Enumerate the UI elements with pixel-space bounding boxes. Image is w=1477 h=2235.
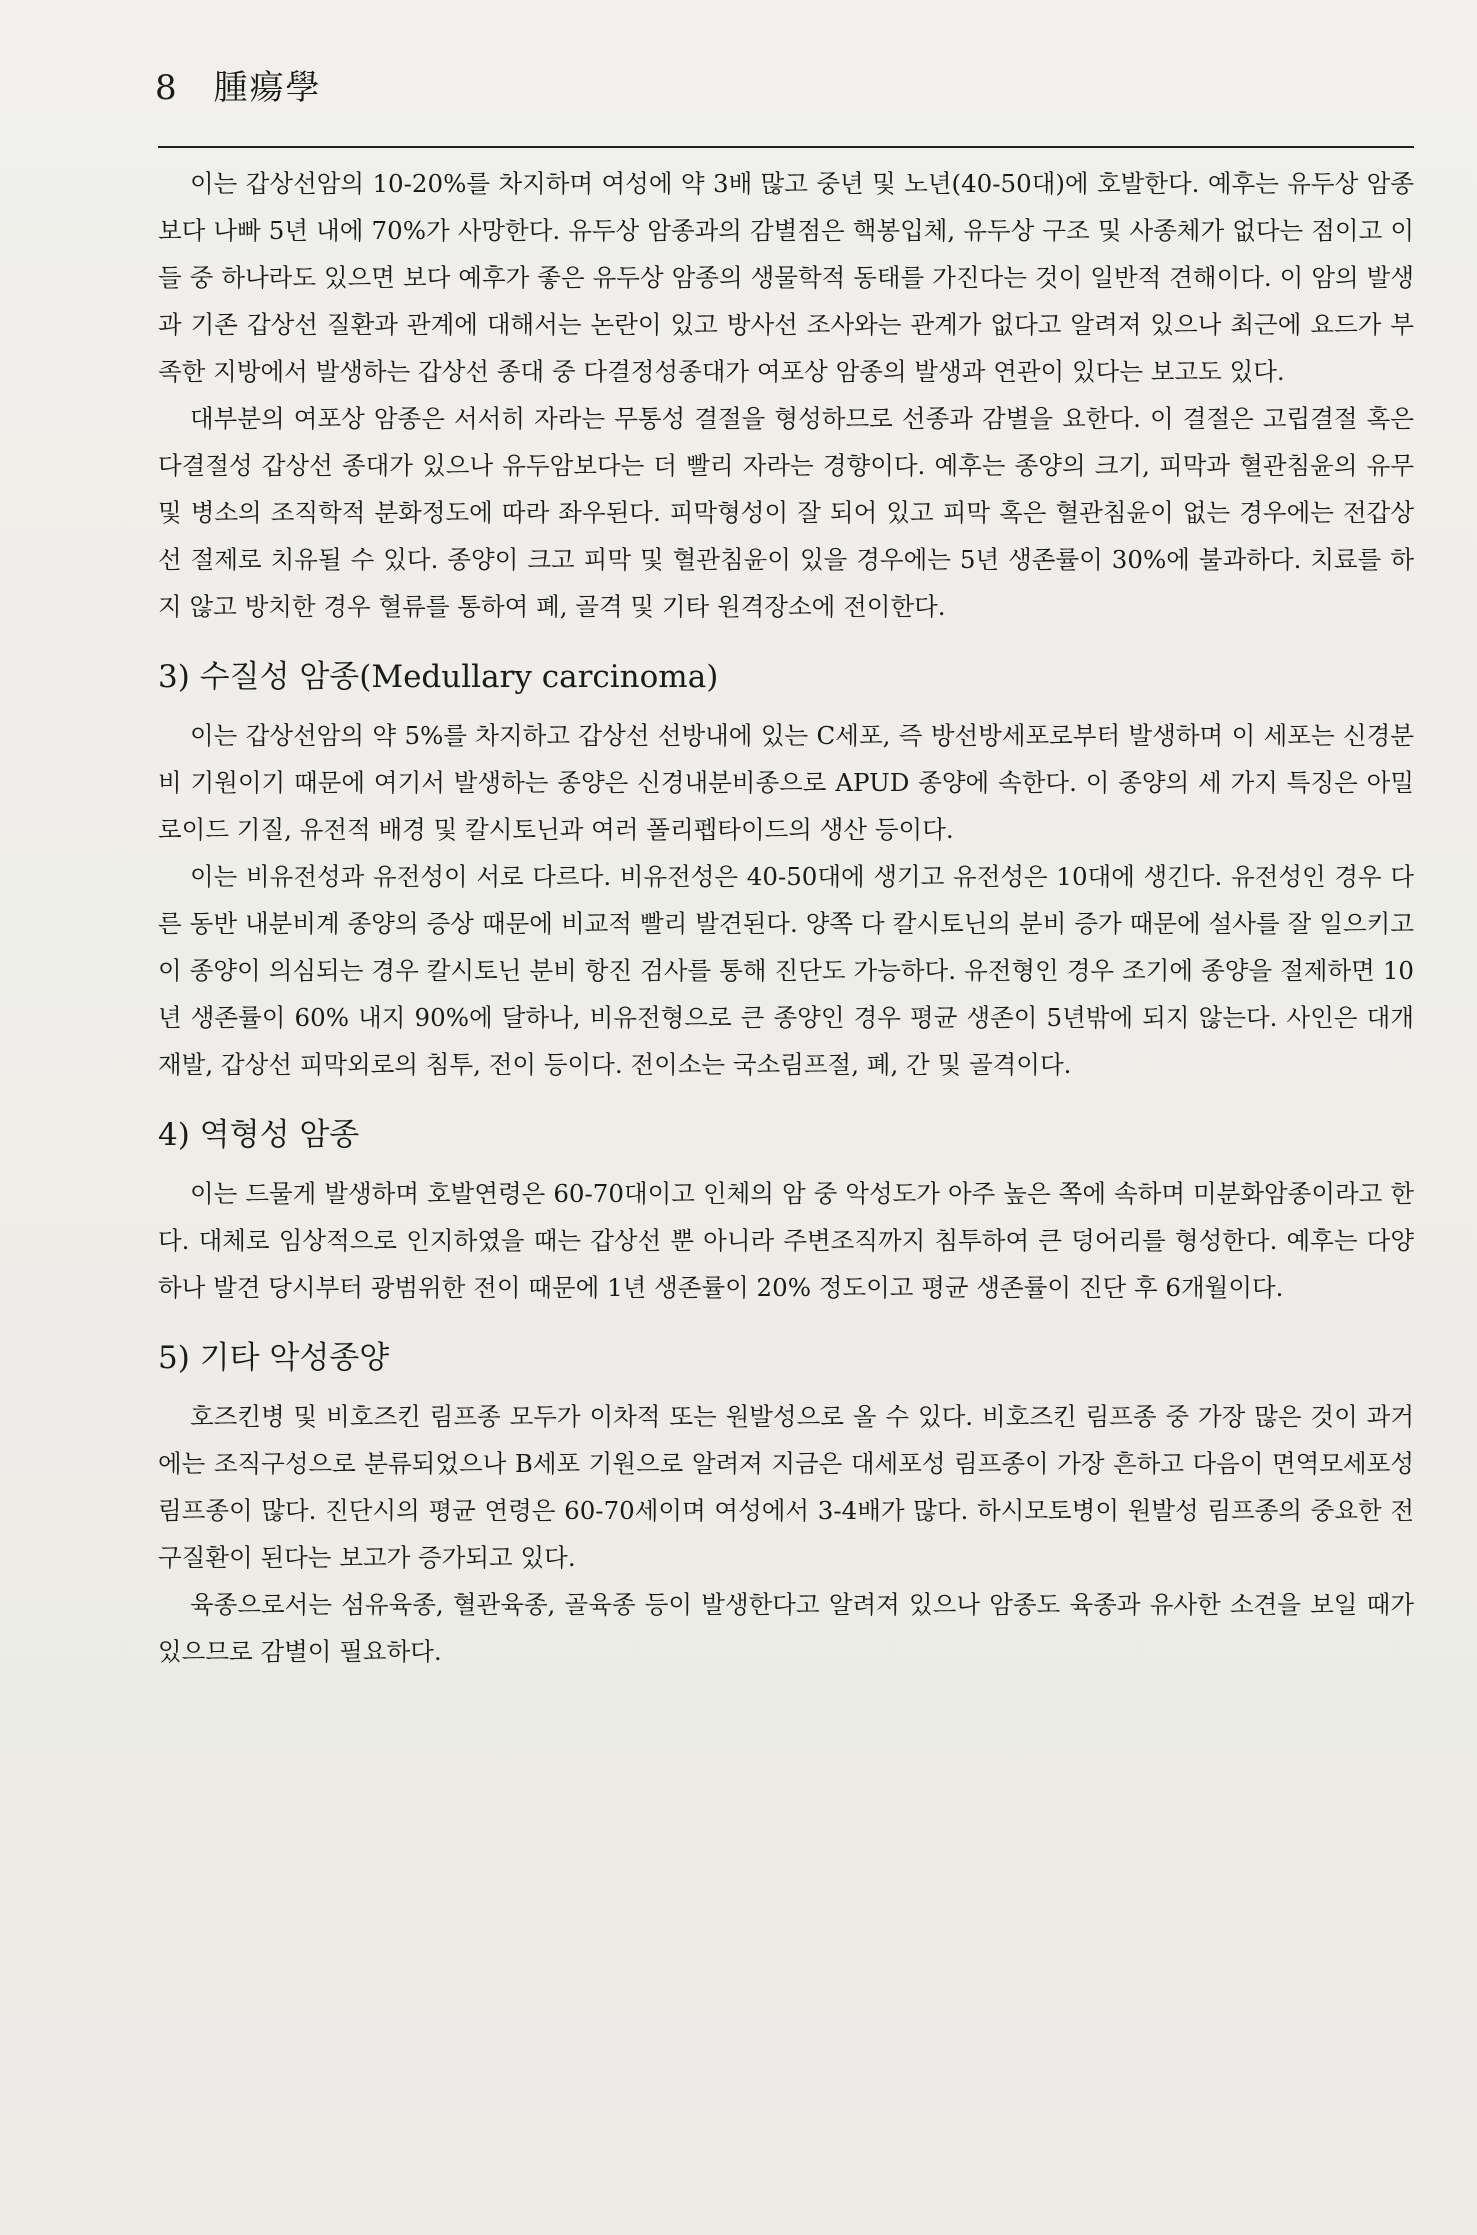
paragraph: 이는 갑상선암의 약 5%를 차지하고 갑상선 선방내에 있는 C세포, 즉 방선방세포로부터 발생하며 이 세포는 신경분비 기원이기 때문에 여기서 발생하는 종양은 신경내분비종으로 APUD 종양에 속한다. 이 종양의 세 가지 특징은 아밀로이드 기질, 유전적 배경 및 칼시토닌과 여러 폴리펩타이드의 생산 등이다.	[158, 721, 1414, 844]
section-heading: 5) 기타 악성종양	[158, 1340, 390, 1376]
paragraph: 이는 드물게 발생하며 호발연령은 60-70대이고 인체의 암 중 악성도가 아주 높은 쪽에 속하며 미분화암종이라고 한다. 대체로 임상적으로 인지하였을 때는 갑상선 뿐 아니라 주변조직까지 침투하여 큰 덩어리를 형성한다. 예후는 다양하나 발견 당시부터 광범위한 전이 때문에 1년 생존률이 20% 정도이고 평균 생존률이 진단 후 6개월이다.	[158, 1179, 1414, 1302]
paragraph: 호즈킨병 및 비호즈킨 림프종 모두가 이차적 또는 원발성으로 올 수 있다. 비호즈킨 림프종 중 가장 많은 것이 과거에는 조직구성으로 분류되었으나 B세포 기원으로 알려져 지금은 대세포성 림프종이 가장 흔하고 다음이 면역모세포성 림프종이 많다. 진단시의 평균 연령은 60-70세이며 여성에서 3-4배가 많다. 하시모토병이 원발성 림프종의 중요한 전구질환이 된다는 보고가 증가되고 있다.	[158, 1402, 1414, 1572]
paragraph: 대부분의 여포상 암종은 서서히 자라는 무통성 결절을 형성하므로 선종과 감별을 요한다. 이 결절은 고립결절 혹은 다결절성 갑상선 종대가 있으나 유두암보다는 더 빨리 자라는 경향이다. 예후는 종양의 크기, 피막과 혈관침윤의 유무 및 병소의 조직학적 분화정도에 따라 좌우된다. 피막형성이 잘 되어 있고 피막 혹은 혈관침윤이 없는 경우에는 전갑상선 절제로 치유될 수 있다. 종양이 크고 피막 및 혈관침윤이 있을 경우에는 5년 생존률이 30%에 불과하다. 치료를 하지 않고 방치한 경우 혈류를 통하여 폐, 골격 및 기타 원격장소에 전이한다.	[158, 404, 1414, 621]
header-rule	[158, 146, 1414, 148]
section-medullary-carcinoma	[158, 652, 1414, 1088]
page-number: 8	[155, 68, 179, 108]
page-header	[155, 60, 321, 109]
paragraph: 육종으로서는 섬유육종, 혈관육종, 골육종 등이 발생한다고 알려져 있으나 암종도 육종과 유사한 소견을 보일 때가 있으므로 감별이 필요하다.	[158, 1590, 1414, 1666]
running-title: 腫瘍學	[213, 68, 322, 108]
body-text	[158, 160, 1414, 1675]
paragraph: 이는 비유전성과 유전성이 서로 다르다. 비유전성은 40-50대에 생기고 유전성은 10대에 생긴다. 유전성인 경우 다른 동반 내분비계 종양의 증상 때문에 비교적 빨리 발견된다. 양쪽 다 칼시토닌의 분비 증가 때문에 설사를 잘 일으키고 이 종양이 의심되는 경우 칼시토닌 분비 항진 검사를 통해 진단도 가능하다. 유전형인 경우 조기에 종양을 절제하면 10년 생존률이 60% 내지 90%에 달하나, 비유전형으로 큰 종양인 경우 평균 생존이 5년밖에 되지 않는다. 사인은 대개 재발, 갑상선 피막외로의 침투, 전이 등이다. 전이소는 국소림프절, 폐, 간 및 골격이다.	[158, 862, 1414, 1079]
section-heading: 4) 역형성 암종	[158, 1117, 360, 1153]
section-other-malignancies	[158, 1333, 1414, 1675]
section-heading: 3) 수질성 암종(Medullary carcinoma)	[158, 659, 719, 695]
paragraph: 이는 갑상선암의 10-20%를 차지하며 여성에 약 3배 많고 중년 및 노년(40-50대)에 호발한다. 예후는 유두상 암종보다 나빠 5년 내에 70%가 사망한다. 유두상 암종과의 감별점은 핵봉입체, 유두상 구조 및 사종체가 없다는 점이고 이들 중 하나라도 있으면 보다 예후가 좋은 유두상 암종의 생물학적 동태를 가진다는 것이 일반적 견해이다. 이 암의 발생과 기존 갑상선 질환과 관계에 대해서는 논란이 있고 방사선 조사와는 관계가 없다고 알려져 있으나 최근에 요드가 부족한 지방에서 발생하는 갑상선 종대 중 다결정성종대가 여포상 암종의 발생과 연관이 있다는 보고도 있다.	[158, 169, 1414, 386]
section-anaplastic-carcinoma	[158, 1110, 1414, 1311]
